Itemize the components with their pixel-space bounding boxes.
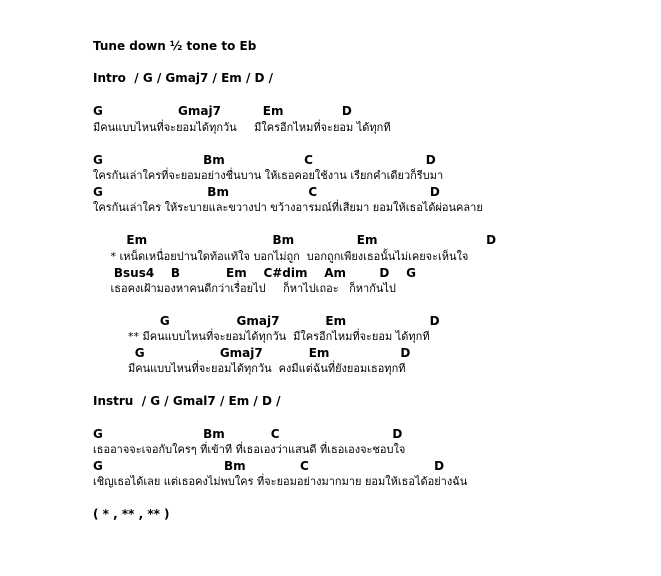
prechorus-lyrics-2: เธอคงเฝ้ามองหาคนดีกว่าเรื่อยไป ก็หาไปเถอะ ก็หากันไป (93, 282, 396, 295)
verse1-lyrics: มีคนแบบไหนที่จะยอมได้ทุกวัน มีใครอีกไหมที่จะยอม ได้ทุกที (93, 121, 391, 134)
verse1-chords: G Gmaj7 Em D (93, 104, 352, 118)
bridge-lyrics-2: เชิญเธอได้เลย แต่เธอคงไม่พบใคร ที่จะยอมอย่างมากมาย ยอมให้เธอได้อย่างฉัน (93, 475, 468, 488)
prechorus-chords-1: Em Bm Em D (93, 233, 497, 247)
bridge-chords-1: G Bm C D (93, 427, 403, 441)
bridge-chords-2: G Bm C D (93, 459, 445, 473)
instru-line: Instru / G / Gmal7 / Em / D / (93, 394, 281, 408)
ending-line: ( * , ** , ** ) (93, 507, 170, 521)
tuning-note: Tune down ½ tone to Eb (93, 39, 257, 53)
chorus-lyrics-1: ** มีคนแบบไหนที่จะยอมได้ทุกวัน มีใครอีกไหมที่จะยอม ได้ทุกที (93, 330, 430, 343)
chorus-chords-1: G Gmaj7 Em D (93, 314, 440, 328)
chorus-chords-2: G Gmaj7 Em D (93, 346, 411, 360)
verse2-lyrics-2: ใครกันเล่าใคร ให้ระบายและขวางปา ขว้างอารมณ์ที่เสียมา ยอมให้เธอได้ผ่อนคลาย (93, 201, 483, 214)
prechorus-lyrics-1: * เหน็ดเหนื่อยปานใดท้อแท้ใจ บอกไม่ถูก บอกถูกเพียงเธอนั้นไม่เคยจะเห็นใจ (93, 250, 469, 263)
bridge-lyrics-1: เธออาจจะเจอกับใครๆ ที่เข้าที ที่เธอเองว่าแสนดี ที่เธอเองจะชอบใจ (93, 443, 406, 456)
verse2-lyrics-1: ใครกันเล่าใครที่จะยอมอย่างชื่นบาน ให้เธอคอยใช้งาน เรียกคำเดียวก็รีบมา (93, 169, 444, 182)
chorus-lyrics-2: มีคนแบบไหนที่จะยอมได้ทุกวัน คงมีแต่ฉันที่ยังยอมเธอทุกที (93, 362, 406, 375)
intro-line: Intro / G / Gmaj7 / Em / D / (93, 71, 274, 85)
verse2-chords-1: G Bm C D (93, 153, 436, 167)
verse2-chords-2: G Bm C D (93, 185, 440, 199)
prechorus-chords-2: Bsus4 B Em C#dim Am D G (93, 266, 416, 280)
